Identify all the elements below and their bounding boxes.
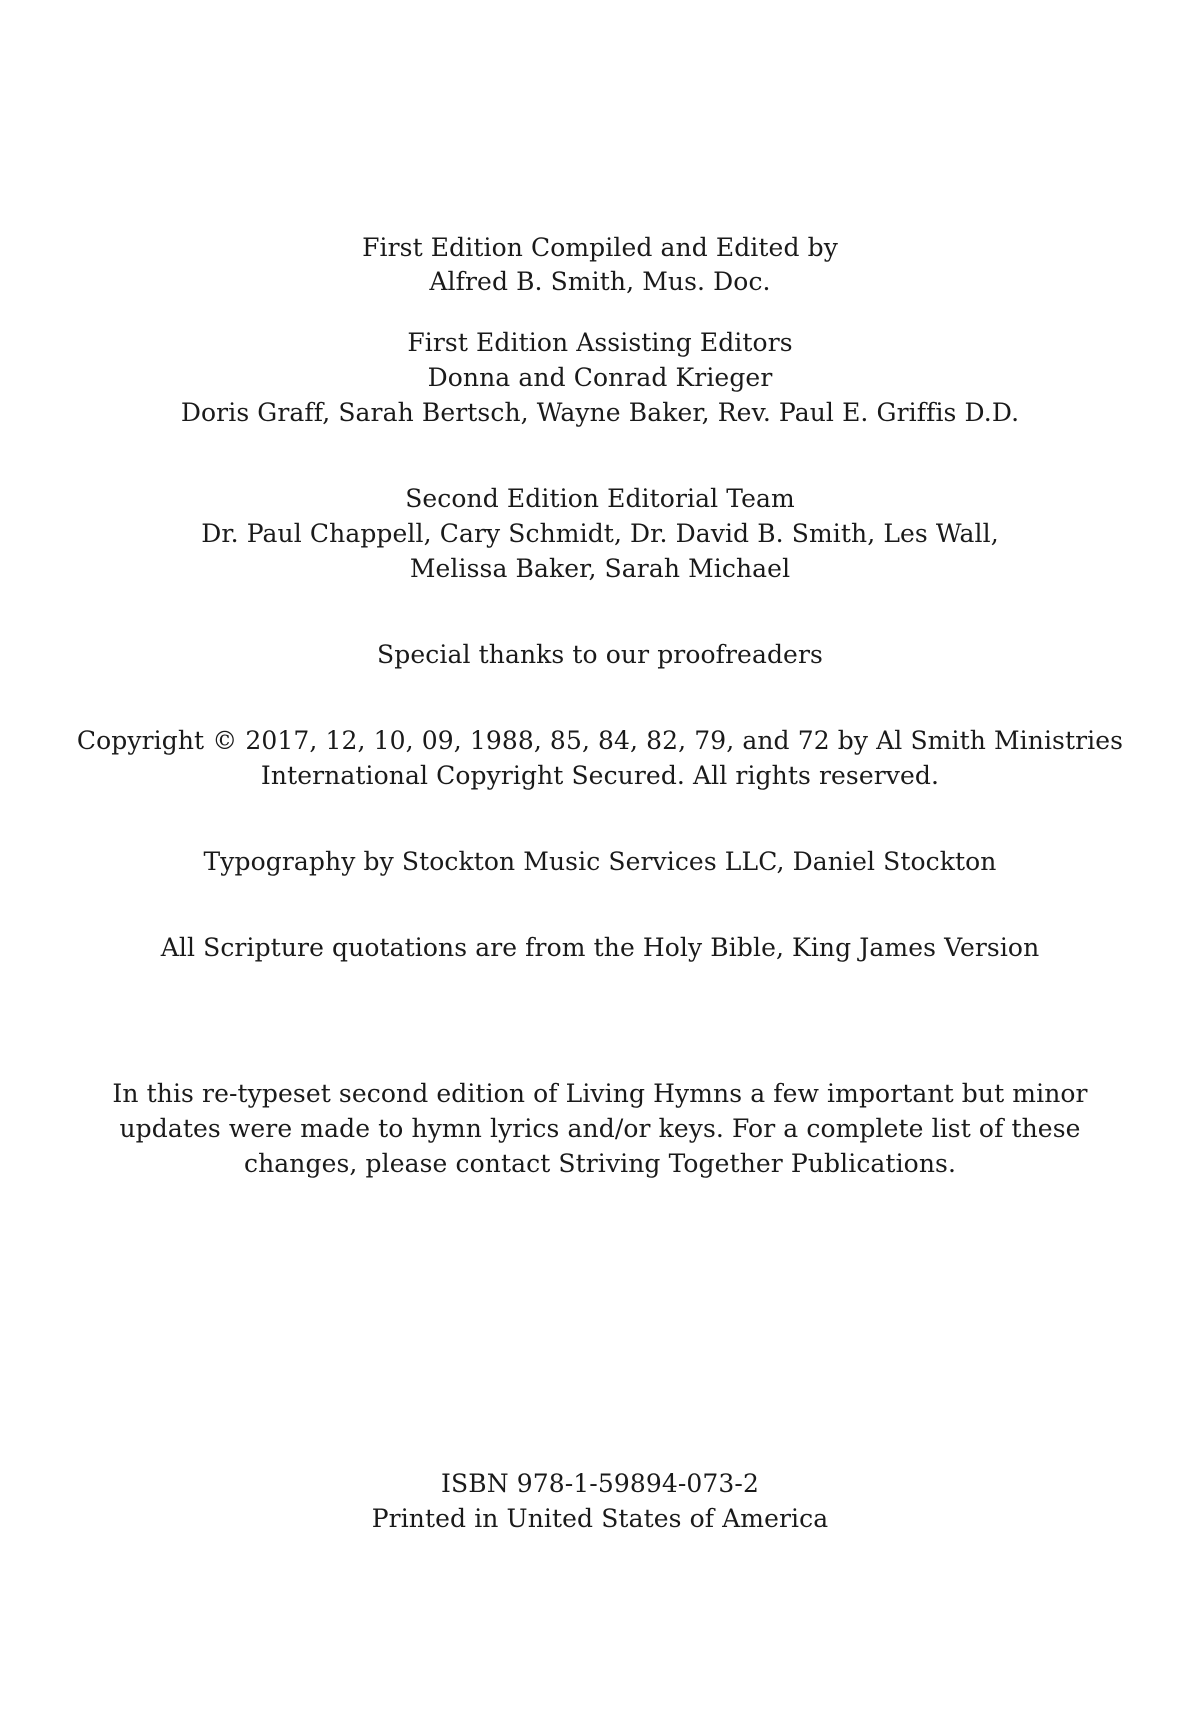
first-edition-title: First Edition Compiled and Edited by — [362, 233, 838, 262]
assisting-editors-line-2: Doris Graff, Sarah Bertsch, Wayne Baker, Rev. Paul E. Griffis D.D. — [180, 398, 1020, 427]
edition-note-line-3: changes, please contact Striving Together Publications. — [243, 1149, 956, 1178]
first-edition-editor: Alfred B. Smith, Mus. Doc. — [429, 267, 771, 296]
edition-note-line-1: In this re-typeset second edition of Living Hymns a few important but minor — [112, 1079, 1088, 1108]
assisting-editors-line-1: Donna and Conrad Krieger — [427, 363, 773, 392]
second-edition-line-2: Melissa Baker, Sarah Michael — [409, 554, 791, 583]
copyright-line-1: Copyright © 2017, 12, 10, 09, 1988, 85, 84, 82, 79, and 72 by Al Smith Ministries — [76, 726, 1124, 755]
proofreaders-thanks: Special thanks to our proofreaders — [377, 640, 823, 669]
second-edition-line-1: Dr. Paul Chappell, Cary Schmidt, Dr. David B. Smith, Les Wall, — [201, 519, 999, 548]
assisting-editors-title: First Edition Assisting Editors — [407, 328, 793, 357]
second-edition-title: Second Edition Editorial Team — [405, 484, 795, 513]
scripture-note: All Scripture quotations are from the Holy Bible, King James Version — [160, 933, 1040, 962]
edition-note-line-2: updates were made to hymn lyrics and/or keys. For a complete list of these — [119, 1114, 1081, 1143]
copyright-line-2: International Copyright Secured. All rights reserved. — [260, 761, 940, 790]
typography-credit: Typography by Stockton Music Services LLC, Daniel Stockton — [203, 847, 997, 876]
printed-in: Printed in United States of America — [371, 1504, 829, 1533]
isbn: ISBN 978-1-59894-073-2 — [441, 1469, 759, 1498]
